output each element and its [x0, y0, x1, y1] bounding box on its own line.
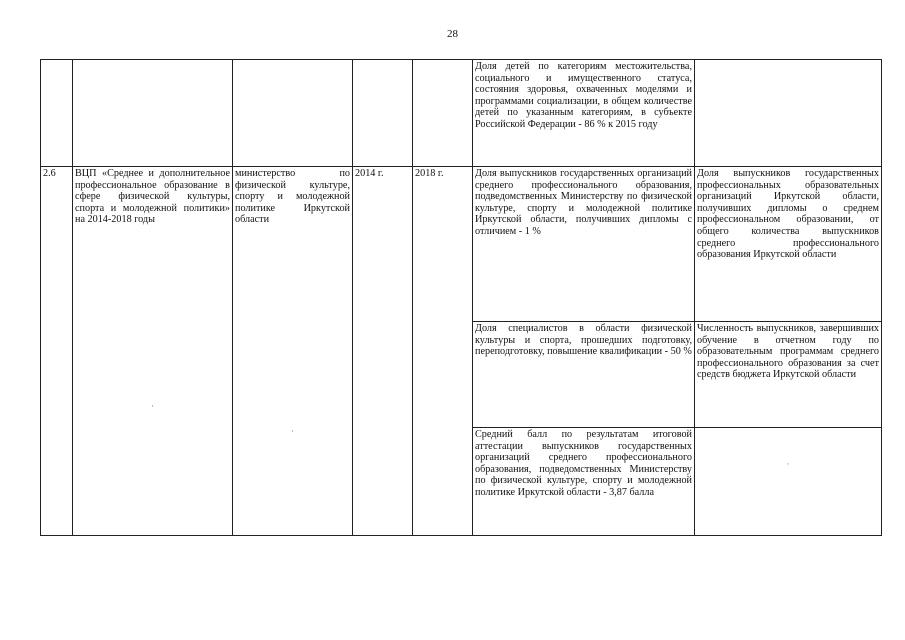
table-row-top [41, 60, 882, 167]
measure-cell-empty [695, 428, 882, 536]
cell-empty [41, 60, 73, 167]
measure-cell: Доля выпускников государственных профессиональных образовательных организаций Иркутской области, получивших дипломы о среднем профессиональном образовании, от общего количества выпускников среднего профессионального образования Иркутской области [695, 167, 882, 322]
scan-mark: · [786, 459, 790, 469]
indicator-cell: Доля специалистов в области физической культуры и спорта, прошедших подготовку, переподготовку, повышение квалификации - 50 % [473, 322, 695, 428]
cell-empty [73, 60, 233, 167]
cell-empty [695, 60, 882, 167]
year-start: 2014 г. [353, 167, 413, 536]
executor-text: министерство по физической культуре, спорту и молодежной политике Иркутской области [235, 168, 350, 226]
indicator-cell: Доля выпускников государственных организаций среднего профессионального образования, подведомственных Министерству по физической культуре, спорту и молодежной политике Иркутской области, получивших дипломы с отличием - 1 % [473, 167, 695, 322]
cell-empty [233, 60, 353, 167]
cell-empty [413, 60, 473, 167]
program-table [40, 59, 882, 536]
page-number: 28 [447, 28, 458, 40]
indicator-cell: Средний балл по результатам итоговой аттестации выпускников государственных организаций среднего профессионального образования, подведомственных Министерству по физической культуре, спорту и молодежной политике Иркутской области - 3,87 балла [473, 428, 695, 536]
row-number: 2.6 [41, 167, 73, 536]
cell-empty [353, 60, 413, 167]
scan-mark: · [151, 400, 154, 411]
scan-mark: · [291, 425, 294, 436]
table-row-2-6 [41, 167, 882, 322]
measure-cell: Численность выпускников, завершивших обучение в отчетном году по образовательным программам среднего профессионального образования за счет средств бюджета Иркутской области [695, 322, 882, 428]
program-name [73, 167, 233, 536]
program-name-text: ВЦП «Среднее и дополнительное профессиональное образование в сфере физической культуры, спорта и молодежной политики» на 2014-2018 годы [75, 168, 230, 226]
year-end: 2018 г. [413, 167, 473, 536]
indicator-cell: Доля детей по категориям местожительства, социального и имущественного статуса, состояния здоровья, охваченных моделями и программами социализации, в общем количестве детей по указанным категориям, в субъекте Российской Федерации - 86 % к 2015 году [473, 60, 695, 167]
executor [233, 167, 353, 536]
